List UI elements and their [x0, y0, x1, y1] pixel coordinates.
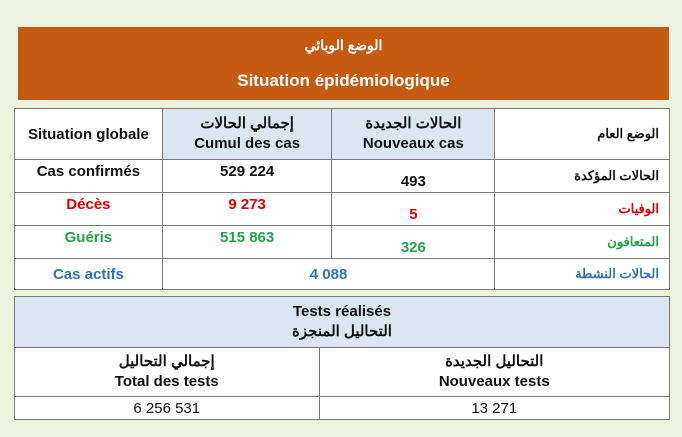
header-nouveaux [332, 109, 495, 160]
cumul-gueris: 515 863 [162, 226, 332, 259]
label-ar-deces: الوفيات [495, 193, 670, 226]
tests-header-row [15, 348, 670, 397]
label-ar-gueris: المتعافون [495, 226, 670, 259]
cumul-cas-confirmes: 529 224 [162, 160, 332, 193]
header-cumul [162, 109, 332, 160]
tests-title [15, 297, 670, 348]
header-cumul-fr: Cumul des cas [194, 135, 301, 152]
label-cas-actifs: Cas actifs [15, 259, 163, 290]
header-situation-globale: Situation globale [15, 109, 163, 160]
header-nouveaux-tests-fr: Nouveaux tests [438, 373, 550, 390]
situation-table [14, 108, 670, 290]
header-cumul-ar: إجمالي الحالات [200, 115, 294, 132]
row-gueris [15, 226, 670, 259]
nouveaux-deces: 5 [332, 193, 495, 226]
header-total-tests-ar: إجمالي التحاليل [118, 353, 215, 370]
header-nouveaux-tests [319, 348, 669, 397]
title-arabic: الوضع الوبائي [304, 37, 383, 53]
label-cas-confirmes: Cas confirmés [15, 160, 163, 193]
header-global-ar: الوضع العام [495, 109, 670, 160]
row-cas-confirmes [15, 160, 670, 193]
label-ar-cas-confirmes: الحالات المؤكدة [495, 160, 670, 193]
header-total-tests [15, 348, 320, 397]
header-nouveaux-fr: Nouveaux cas [362, 135, 464, 152]
tests-table [14, 296, 670, 420]
tests-value-row [15, 397, 670, 420]
label-deces: Décès [15, 193, 163, 226]
header-nouveaux-tests-ar: التحاليل الجديدة [445, 353, 544, 370]
value-cas-actifs: 4 088 [162, 259, 494, 290]
nouveaux-gueris: 326 [332, 226, 495, 259]
label-gueris: Guéris [15, 226, 163, 259]
row-cas-actifs [15, 259, 670, 290]
label-ar-cas-actifs: الحالات النشطة [495, 259, 670, 290]
situation-header-row [15, 109, 670, 160]
row-deces [15, 193, 670, 226]
total-tests-value: 6 256 531 [15, 397, 320, 420]
header-total-tests-fr: Total des tests [114, 373, 219, 390]
tests-title-ar: التحاليل المنجزة [292, 323, 392, 340]
nouveaux-cas-confirmes: 493 [332, 160, 495, 193]
tests-title-fr: Tests réalisés [292, 303, 392, 320]
nouveaux-tests-value: 13 271 [319, 397, 669, 420]
cumul-deces: 9 273 [162, 193, 332, 226]
title-banner [18, 27, 669, 100]
header-nouveaux-ar: الحالات الجديدة [365, 115, 462, 132]
tests-title-row [15, 297, 670, 348]
title-french: Situation épidémiologique [237, 71, 450, 90]
